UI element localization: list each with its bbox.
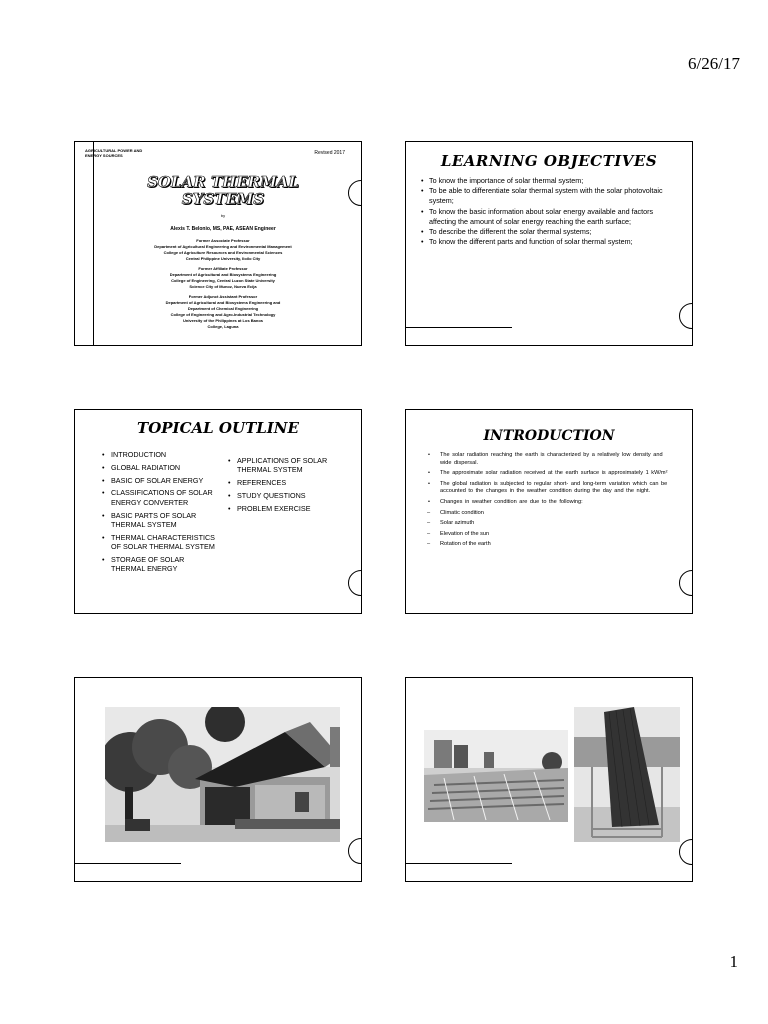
list-item: • STUDY QUESTIONS — [227, 491, 347, 500]
list-item: • THERMAL CHARACTERISTICS OF SOLAR THERMAL SYSTEM — [101, 533, 219, 552]
slide-ornament — [679, 570, 693, 596]
slide-rule — [75, 863, 181, 864]
list-item: • BASIC PARTS OF SOLAR THERMAL SYSTEM — [101, 511, 219, 530]
slide-heading: INTRODUCTION — [483, 428, 615, 444]
list-item: • REFERENCES — [227, 478, 347, 487]
slide-photo-collectors — [405, 677, 693, 882]
list-item: • BASIC OF SOLAR ENERGY — [101, 476, 219, 485]
introduction-list — [426, 452, 672, 552]
author-name: Alexis T. Belonio, MS, PAE, ASEAN Engineer — [170, 226, 276, 232]
list-item: • GLOBAL RADIATION — [101, 463, 219, 472]
list-item: • To know the basic information about solar energy available and factors affecting the amount of solar energy reaching the earth surface; — [420, 207, 670, 227]
slide-photo-house — [74, 677, 362, 882]
list-item: • To describe the different the solar thermal systems; — [420, 227, 670, 237]
slide-introduction — [405, 409, 693, 614]
slide-topical-outline — [74, 409, 362, 614]
sub-list-item: – Solar azimuth — [426, 520, 672, 528]
list-item: • To know the different parts and function of solar thermal system; — [420, 237, 670, 247]
list-item: • The global radiation is subjected to regular short- and long-term variation which can be accounted to the changes in the weather condition during the day and the night. — [426, 481, 672, 496]
slide-ornament — [348, 180, 362, 206]
list-item: • To know the importance of solar thermal system; — [420, 176, 670, 186]
slide-title — [74, 141, 362, 346]
objectives-list — [420, 176, 670, 247]
slide-learning-objectives — [405, 141, 693, 346]
sub-list-item: – Climatic condition — [426, 510, 672, 518]
slide-ornament — [679, 303, 693, 329]
slide-ornament — [348, 838, 362, 864]
page-number: 1 — [729, 952, 738, 971]
list-item: • STORAGE OF SOLAR THERMAL ENERGY — [101, 555, 219, 574]
course-name: AGRICULTURAL POWER AND ENERGY SOURCES — [85, 148, 143, 158]
page-date: 6/26/17 — [688, 54, 740, 73]
sub-list-item: – Rotation of the earth — [426, 541, 672, 549]
slide-heading: TOPICAL OUTLINE — [137, 419, 299, 437]
list-item: • INTRODUCTION — [101, 450, 219, 459]
solar-collector-panel-photo — [574, 707, 680, 842]
outline-column-right — [227, 456, 347, 517]
slide-rule — [406, 863, 512, 864]
margin-rule — [93, 142, 94, 345]
outline-column-left — [101, 450, 219, 577]
revision-note: Revised 2017 — [314, 150, 345, 156]
solar-collector-array-photo — [424, 730, 568, 822]
slide-heading: LEARNING OBJECTIVES — [440, 152, 658, 170]
list-item: • CLASSIFICATIONS OF SOLAR ENERGY CONVERTER — [101, 488, 219, 507]
solar-house-photo — [105, 707, 340, 842]
slide-rule — [406, 327, 512, 328]
list-item: • PROBLEM EXERCISE — [227, 504, 347, 513]
list-item: • APPLICATIONS OF SOLAR THERMAL SYSTEM — [227, 456, 347, 475]
author-affiliations: Former Associate Professor Department of Agricultural Engineering and Environmental Management College of Agriculture Resources and Environmental Sciences Central Philippine University, Iloilo City Former Affiliate Professor Department of Agricultural and Biosystems Engineering College of Engineering, Central Luzon State University Science City of Munoz, Nueva Ecija Former Adjunct Assistant Professor Department of Agricultural and Biosystems Engineering and Department of Chemical Engineering College of Engineering and Agro-Industrial Technology University of the Philippines at Los Banos College, Laguna — [154, 238, 292, 329]
slide-ornament — [348, 570, 362, 596]
list-item: • To be able to differentiate solar thermal system with the solar photovoltaic system; — [420, 186, 670, 206]
slide-ornament — [679, 839, 693, 865]
list-item: • Changes in weather condition are due to the following: — [426, 499, 672, 507]
list-item: • The approximate solar radiation received at the earth surface is approximately 1 kW/m² — [426, 470, 672, 478]
slide-title-text: SOLAR THERMAL SYSTEMS — [147, 173, 299, 208]
list-item: • The solar radiation reaching the earth is characterized by a relatively low density and wide dispersal. — [426, 452, 672, 467]
by-label: by — [220, 213, 226, 218]
sub-list-item: – Elevation of the sun — [426, 531, 672, 539]
